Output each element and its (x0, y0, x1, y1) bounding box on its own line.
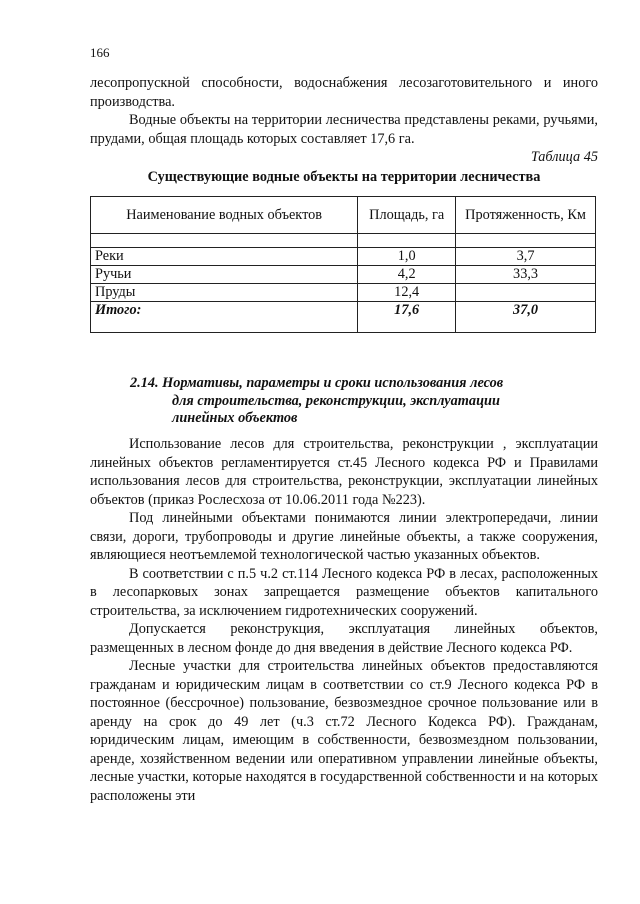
total-length: 37,0 (456, 302, 596, 333)
cell-length: 33,3 (456, 266, 596, 284)
body-paragraph: Допускается реконструкция, эксплуатация линейных объектов, размещенных в лесном фонде до дня введения в действие Лесного кодекса РФ. (90, 621, 598, 656)
header-area: Площадь, га (358, 197, 456, 234)
cell-name: Пруды (91, 284, 358, 302)
cell-length (456, 284, 596, 302)
table-total-row (91, 302, 596, 333)
section-heading-line: для строительства, реконструкции, эксплуатации (172, 392, 500, 409)
section-heading-line: 2.14. Нормативы, параметры и сроки использования лесов (130, 375, 504, 391)
body-paragraph: В соответствии с п.5 ч.2 ст.114 Лесного кодекса РФ в лесах, расположенных в лесопарковых зонах запрещается размещение объектов капитального строительства, за исключением гидротехнических сооружений. (90, 565, 598, 619)
table-title: Существующие водные объекты на территории лесничества (147, 168, 541, 185)
intro-continuation: лесопропускной способности, водоснабжения лесозаготовительного и иного производства. (90, 75, 598, 110)
total-area: 17,6 (358, 302, 456, 333)
table-caption: Таблица 45 (530, 149, 598, 165)
cell-name: Реки (91, 248, 358, 266)
cell-area: 4,2 (358, 266, 456, 284)
water-objects-table (90, 196, 596, 333)
body-paragraph: Под линейными объектами понимаются линии электропередачи, линии связи, дороги, трубопроводы и другие линейные объекты, а также сооружения, являющиеся неотъемлемой технологической частью указанных объектов. (90, 510, 598, 563)
table-row (91, 284, 596, 302)
body-paragraph: Лесные участки для строительства линейных объектов предоставляются гражданам и юридическим лицам в соответствии со ст.9 Лесного кодекса РФ в постоянное (бессрочное) пользование, безвозмездное срочное пользование или в аренду на срок до 49 лет (ч.3 ст.72 Лесного Кодекса РФ). Гражданам, юридическим лицам, имеющим в собственности, безвозмездном пользовании, аренде, хозяйственном ведении или оперативном управлении линейные объекты, лесные участки, которые находятся в государственной собственности и на которых расположены эти (90, 658, 598, 804)
intro-block (90, 74, 598, 186)
intro-paragraph: Водные объекты на территории лесничества представлены реками, ручьями, прудами, общая площадь которых составляет 17,6 га. (90, 112, 598, 147)
cell-area: 12,4 (358, 284, 456, 302)
body-text (90, 435, 598, 805)
page-number: 166 (90, 45, 110, 60)
cell-name: Ручьи (91, 266, 358, 284)
section-heading (130, 375, 570, 428)
body-paragraph: Использование лесов для строительства, реконструкции , эксплуатации линейных объектов регламентируется ст.45 Лесного кодекса РФ и Правилами использования лесов для строительства, реконструкции, эксплуатации линейных объектов (приказ Рослесхоза от 10.06.2011 года №223). (90, 436, 598, 508)
section-heading-line: линейных объектов (172, 410, 298, 426)
header-length: Протяженность, Км (456, 197, 596, 234)
table-spacer-row (91, 234, 596, 248)
table-row (91, 266, 596, 284)
cell-length: 3,7 (456, 248, 596, 266)
cell-area: 1,0 (358, 248, 456, 266)
table-header-row (91, 197, 596, 234)
header-name: Наименование водных объектов (91, 197, 358, 234)
total-label: Итого: (91, 302, 358, 333)
table-row (91, 248, 596, 266)
